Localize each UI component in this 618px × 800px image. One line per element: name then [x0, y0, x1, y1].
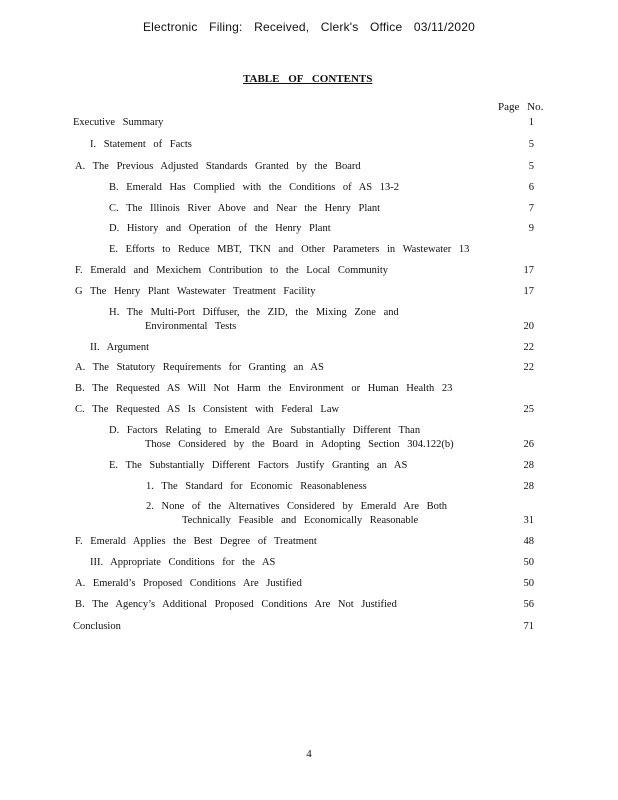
toc-entry-page: 6 — [528, 182, 534, 193]
toc-entry-page: 48 — [523, 536, 534, 547]
toc-entry-page: 31 — [523, 515, 534, 526]
toc-entry-page: 5 — [528, 139, 534, 150]
toc-entry-text: H. The Multi-Port Diffuser, the ZID, the Mixing Zone and — [109, 307, 399, 318]
toc-entry-text: C. The Illinois River Above and Near the Henry Plant — [109, 203, 381, 214]
toc-entry-text: A. The Statutory Requirements for Granting an AS — [75, 362, 324, 373]
toc-entry — [75, 285, 315, 299]
toc-entry-text: I. Statement of Facts — [90, 139, 192, 150]
toc-entry-page: 28 — [523, 481, 534, 492]
toc-entry-text: D. Factors Relating to Emerald Are Substantially Different Than — [109, 425, 421, 436]
toc-entry — [146, 500, 447, 528]
toc-entry — [75, 361, 324, 375]
toc-entry — [109, 181, 399, 195]
toc-entry-text: II. Argument — [90, 342, 150, 353]
toc-title: TABLE OF CONTENTS — [243, 73, 373, 85]
toc-entry — [109, 424, 454, 452]
toc-entry-page: 22 — [523, 362, 534, 373]
toc-entry-text-continued: Those Considered by the Board in Adopting Section 304.122(b) — [145, 439, 454, 450]
page-number-column-label: Page No. — [498, 101, 544, 113]
toc-entry-page: 71 — [523, 621, 534, 632]
toc-entry — [109, 222, 331, 236]
toc-entry-text: F. Emerald Applies the Best Degree of Treatment — [75, 536, 317, 547]
toc-entry — [90, 138, 192, 152]
toc-entry-text: B. Emerald Has Complied with the Conditions of AS 13-2 — [109, 182, 399, 193]
toc-entry-page: 26 — [523, 439, 534, 450]
toc-entry — [109, 202, 380, 216]
toc-entry-text: III. Appropriate Conditions for the AS — [90, 557, 276, 568]
toc-entry — [75, 535, 317, 549]
toc-entry-text: 1. The Standard for Economic Reasonableness — [146, 481, 367, 492]
toc-entry-text: C. The Requested AS Is Consistent with Federal Law — [75, 404, 340, 415]
toc-entry-text: B. The Requested AS Will Not Harm the Environment or Human Health 23 — [75, 383, 453, 394]
toc-entry-text: A. Emerald’s Proposed Conditions Are Justified — [75, 578, 302, 589]
toc-entry — [75, 598, 397, 612]
toc-entry — [146, 480, 367, 494]
toc-entry — [75, 403, 339, 417]
toc-entry-page: 9 — [528, 223, 534, 234]
toc-entry-text-continued: Technically Feasible and Economically Reasonable — [182, 515, 419, 526]
toc-entry-text-continued: Environmental Tests — [145, 321, 237, 332]
toc-entry-page: 20 — [523, 321, 534, 332]
toc-entry — [75, 264, 388, 278]
toc-entry-page: 28 — [523, 460, 534, 471]
toc-entry-page: 7 — [528, 203, 534, 214]
toc-entry-page: 50 — [523, 578, 534, 589]
toc-entry — [73, 116, 163, 130]
toc-entry — [90, 556, 275, 570]
filing-stamp-header: Electronic Filing: Received, Clerk's Office 03/11/2020 — [142, 20, 476, 34]
toc-entry-page: 5 — [528, 161, 534, 172]
toc-entry — [109, 306, 399, 334]
toc-entry — [109, 243, 469, 257]
toc-entry-text: E. Efforts to Reduce MBT, TKN and Other Parameters in Wastewater 13 — [109, 244, 470, 255]
toc-entry — [109, 459, 407, 473]
toc-entry-text: 2. None of the Alternatives Considered by Emerald Are Both — [146, 501, 448, 512]
toc-entry-page: 25 — [523, 404, 534, 415]
toc-entry-text: A. The Previous Adjusted Standards Granted by the Board — [75, 161, 361, 172]
toc-entry — [73, 620, 121, 634]
toc-entry-text: F. Emerald and Mexichem Contribution to the Local Community — [75, 265, 388, 276]
toc-entry-page: 17 — [523, 286, 534, 297]
toc-entry — [75, 160, 361, 174]
toc-entry-text: D. History and Operation of the Henry Plant — [109, 223, 331, 234]
toc-entry-page: 1 — [528, 117, 534, 128]
toc-entry-text: E. The Substantially Different Factors Justify Granting an AS — [109, 460, 408, 471]
toc-entry-text: G The Henry Plant Wastewater Treatment Facility — [75, 286, 316, 297]
toc-entry-page: 56 — [523, 599, 534, 610]
toc-entry-page: 22 — [523, 342, 534, 353]
toc-entry-text: Executive Summary — [73, 117, 164, 128]
toc-entry-page: 50 — [523, 557, 534, 568]
toc-entry — [90, 341, 149, 355]
toc-entry-text: Conclusion — [73, 621, 121, 632]
toc-entry — [75, 577, 302, 591]
page-footer-number: 4 — [306, 748, 312, 760]
toc-entry-text: B. The Agency’s Additional Proposed Conditions Are Not Justified — [75, 599, 397, 610]
toc-entry — [75, 382, 452, 396]
toc-entry-page: 17 — [523, 265, 534, 276]
